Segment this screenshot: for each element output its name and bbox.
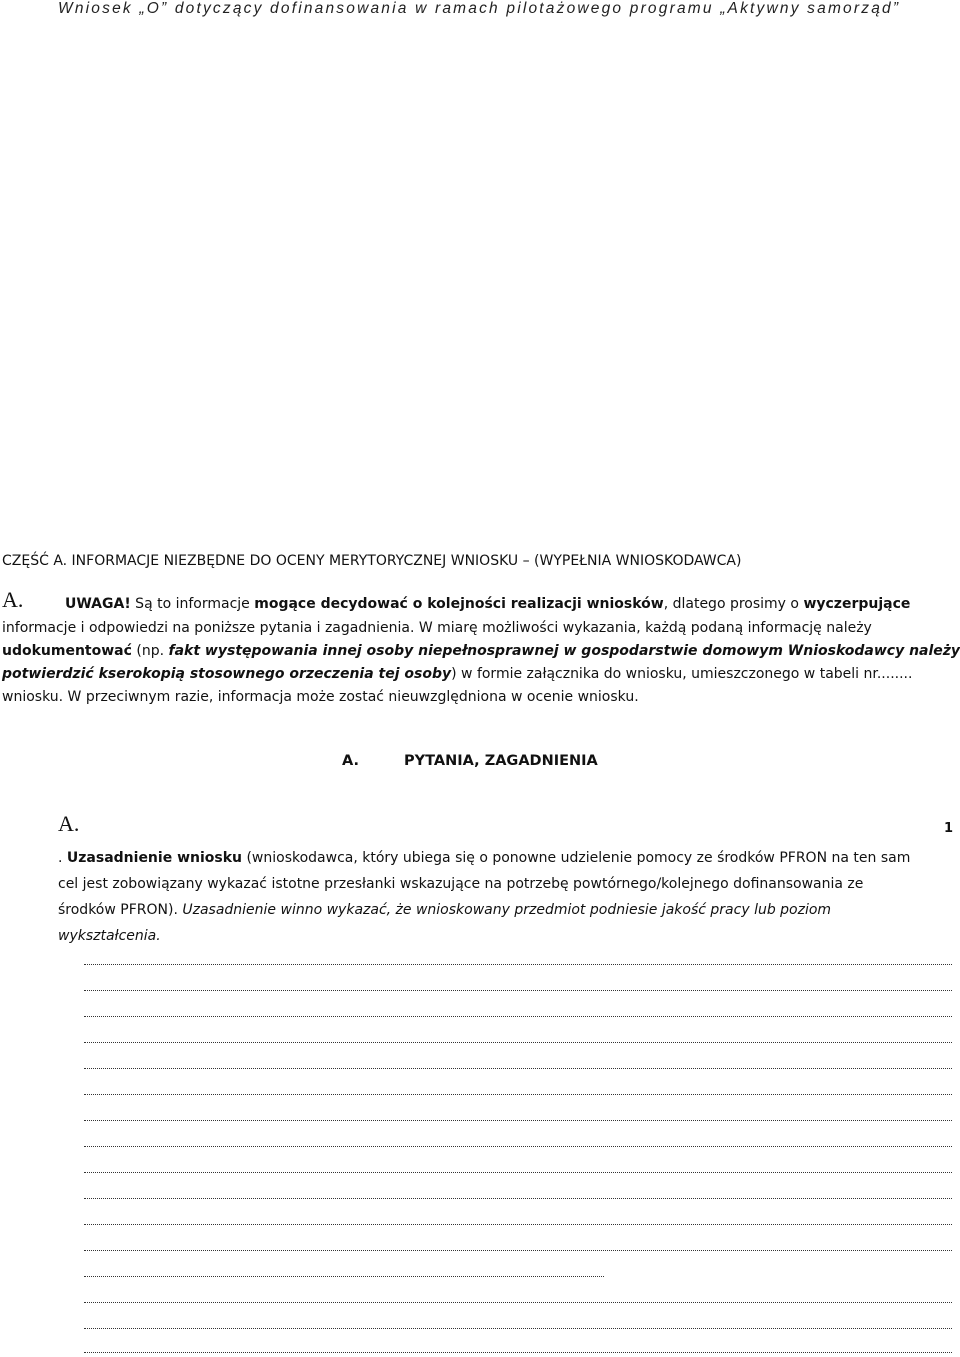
section-title-text: PYTANIA, ZAGADNIENIA [404,753,598,769]
notice-text-4: ) w formie załącznika do wniosku, umieszczonego w tabeli nr........ [451,666,913,682]
notice-italic-2: potwierdzić kserokopią stosownego orzeczenia tej osoby [2,666,452,682]
question-number: 1 [944,821,954,836]
question-text-2: środków PFRON). [58,902,183,918]
notice-line-5: wniosku. W przeciwnym razie, informacja może zostać nieuwzględniona w ocenie wniosku. [2,689,639,705]
answer-line[interactable] [84,1172,952,1173]
answer-line[interactable] [84,1302,952,1303]
notice-line-4 [2,663,957,686]
notice-bold-3: udokumentować [2,643,132,659]
answer-line[interactable] [84,1042,952,1043]
notice-bold-1: mogące decydować o kolejności realizacji wniosków [254,596,664,612]
question-marker: A. [58,811,80,836]
answer-line[interactable] [84,1016,952,1017]
part-heading: CZĘŚĆ A. INFORMACJE NIEZBĘDNE DO OCENY MERYTORYCZNEJ WNIOSKU – (WYPEŁNIA WNIOSKODAWCA) [2,553,742,569]
question-text [58,845,948,949]
notice-label: UWAGA! [65,596,131,612]
notice-text-2: , dlatego prosimy o [663,596,804,612]
question-line-2: cel jest zobowiązany wykazać istotne przesłanki wskazujące na potrzebę powtórnego/kolejnego dofinansowania ze [58,876,864,892]
question-italic-1: Uzasadnienie winno wykazać, że wnioskowany przedmiot podniesie jakość pracy lub poziom [182,902,832,918]
answer-line[interactable] [84,1094,952,1095]
notice-text-3: (np. [131,643,169,659]
notice-paragraph-rest [2,617,960,709]
answer-line[interactable] [84,964,952,965]
document-header: Wniosek „O” dotyczący dofinansowania w ramach pilotażowego programu „Aktywny samorząd” [58,0,901,17]
question-title: Uzasadnienie wniosku [66,850,242,866]
question-italic-2: wykształcenia. [58,928,161,944]
notice-line-3 [2,640,960,663]
answer-line[interactable] [84,1120,952,1121]
answer-line[interactable] [84,1198,952,1199]
notice-marker: A. [2,587,24,612]
question-prefix: . [58,850,67,866]
answer-line[interactable] [84,1276,604,1277]
answer-line[interactable] [84,990,952,991]
answer-line[interactable] [84,1352,952,1353]
answer-line[interactable] [84,1068,952,1069]
section-number: A. [342,753,359,769]
answer-line[interactable] [84,1328,952,1329]
notice-line-2: informacje i odpowiedzi na poniższe pytania i zagadnienia. W miarę możliwości wykazania, każdą podaną informację należy [2,620,872,636]
notice-bold-2: wyczerpujące [803,596,911,612]
answer-line[interactable] [84,1146,952,1147]
notice-italic-1: fakt występowania innej osoby niepełnosprawnej w gospodarstwie domowym Wnioskodawcy należy [168,643,960,659]
section-title [342,753,598,769]
answer-line[interactable] [84,1250,952,1251]
answer-line[interactable] [84,1224,952,1225]
question-text-1: (wnioskodawca, który ubiega się o ponowne udzielenie pomocy ze środków PFRON na ten sam [242,850,911,866]
notice-paragraph-line1 [65,593,910,616]
notice-text-1: Są to informacje [130,596,255,612]
